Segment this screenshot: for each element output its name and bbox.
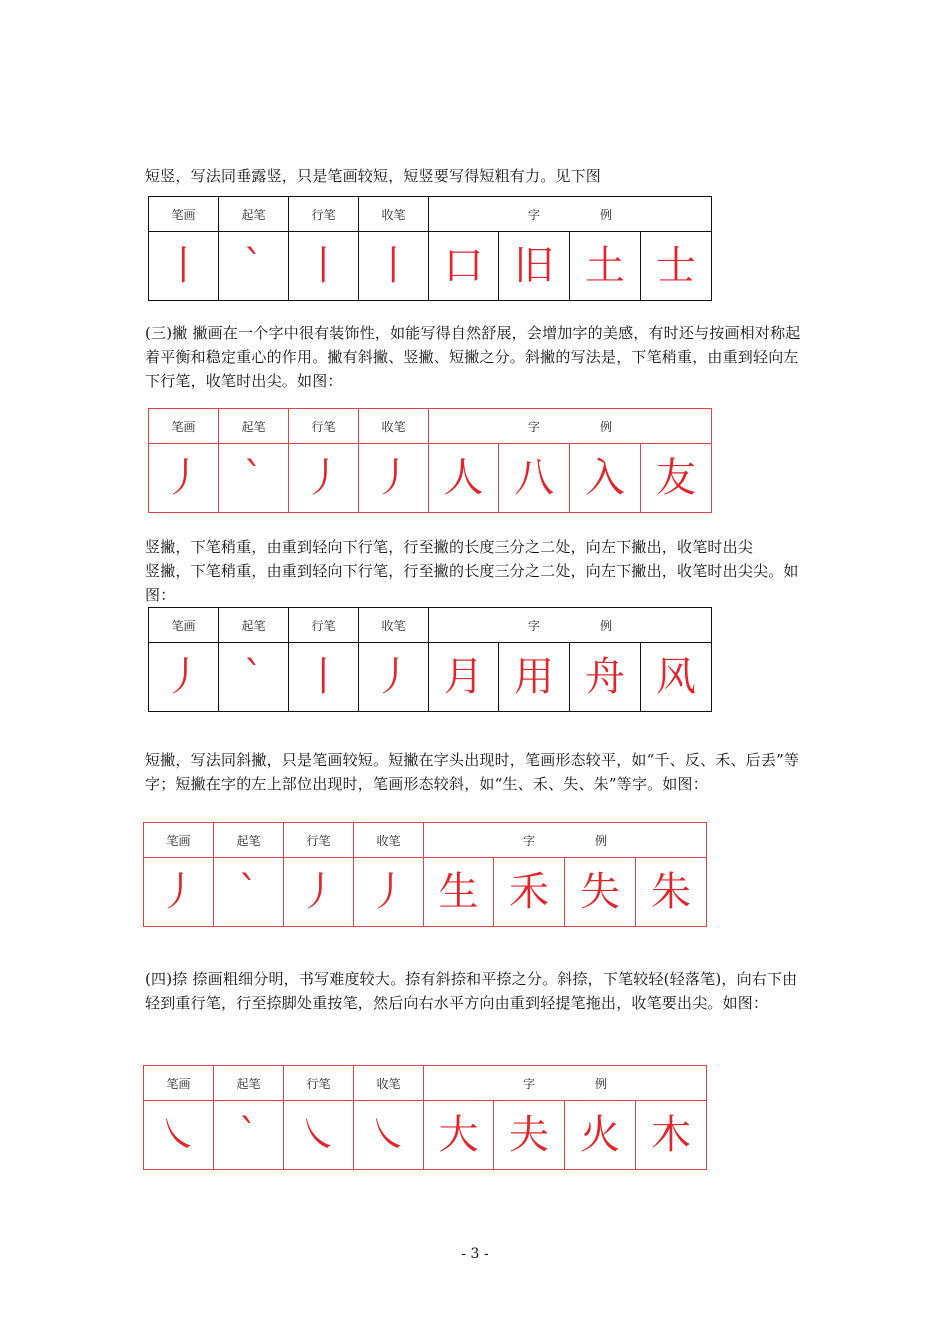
page-number: - 3 -: [461, 1246, 489, 1262]
header-stroke: 笔画: [144, 823, 214, 858]
example-char: 友: [641, 444, 712, 513]
header-end: 收笔: [354, 823, 424, 858]
example-char: 夫: [494, 1101, 565, 1170]
header-end: 收笔: [359, 197, 429, 232]
header-move: 行笔: [289, 608, 359, 643]
cell-start: `: [219, 643, 289, 712]
cell-stroke: 丿: [149, 444, 219, 513]
stroke-table-short-vertical: [148, 196, 712, 301]
header-stroke: 笔画: [149, 197, 219, 232]
header-move: 行笔: [289, 197, 359, 232]
paragraph-vertical-pie-2: 竖撇，下笔稍重，由重到轻向下行笔，行至撇的长度三分之二处，向左下撇出，收笔时出尖尖。如图：: [145, 562, 799, 604]
cell-move: 丿: [284, 858, 354, 927]
cell-stroke: 丨: [149, 232, 219, 301]
stroke-table-vertical-pie: [148, 607, 712, 712]
header-examples: 字 例: [424, 1066, 707, 1101]
example-char: 风: [641, 643, 712, 712]
example-char: 禾: [494, 858, 565, 927]
cell-end: 丨: [359, 232, 429, 301]
header-start: 起笔: [219, 197, 289, 232]
example-char: 士: [641, 232, 712, 301]
paragraph-vertical-pie-1: 竖撇，下笔稍重，由重到轻向下行笔，行至撇的长度三分之二处，向左下撇出，收笔时出尖: [145, 538, 754, 556]
header-start: 起笔: [219, 608, 289, 643]
example-char: 八: [499, 444, 570, 513]
stroke-table-short-pie: [143, 822, 707, 927]
paragraph-short-pie: 短撇，写法同斜撇，只是笔画较短。短撇在字头出现时，笔画形态较平，如“千、反、禾、后丢”等字；短撇在字的左上部位出现时，笔画形态较斜，如“生、禾、失、朱”等字。如图：: [145, 751, 800, 793]
cell-move: 丨: [289, 232, 359, 301]
header-end: 收笔: [359, 608, 429, 643]
header-start: 起笔: [214, 1066, 284, 1101]
header-examples: 字 例: [424, 823, 707, 858]
example-char: 土: [570, 232, 641, 301]
cell-start: `: [214, 858, 284, 927]
example-char: 失: [565, 858, 636, 927]
example-char: 口: [429, 232, 499, 301]
example-char: 入: [570, 444, 641, 513]
header-end: 收笔: [359, 409, 429, 444]
example-char: 用: [499, 643, 570, 712]
paragraph-pie-intro: (三)撇 撇画在一个字中很有装饰性，如能写得自然舒展，会增加字的美感，有时还与按画相对称起着平衡和稳定重心的作用。撇有斜撇、竖撇、短撇之分。斜撇的写法是，下笔稍重，由重到轻向左下行笔，收笔时出尖。如图：: [145, 324, 801, 390]
example-char: 人: [429, 444, 499, 513]
example-char: 生: [424, 858, 494, 927]
cell-move: 丿: [289, 444, 359, 513]
cell-stroke: 丿: [144, 858, 214, 927]
stroke-table-slant-pie: [148, 408, 712, 513]
example-char: 火: [565, 1101, 636, 1170]
cell-move: ㇏: [284, 1101, 354, 1170]
header-stroke: 笔画: [149, 409, 219, 444]
example-char: 朱: [636, 858, 707, 927]
header-start: 起笔: [219, 409, 289, 444]
example-char: 大: [424, 1101, 494, 1170]
cell-stroke: 丿: [149, 643, 219, 712]
cell-start: `: [219, 232, 289, 301]
paragraph-na-intro: (四)捺 捺画粗细分明，书写难度较大。捺有斜捺和平捺之分。斜捺，下笔较轻(轻落笔)，向右下由轻到重行笔，行至捺脚处重按笔，然后向右水平方向由重到轻提笔拖出，收笔要出尖。如图：: [145, 970, 798, 1012]
header-move: 行笔: [289, 409, 359, 444]
example-char: 旧: [499, 232, 570, 301]
header-move: 行笔: [284, 823, 354, 858]
header-stroke: 笔画: [149, 608, 219, 643]
example-char: 木: [636, 1101, 707, 1170]
cell-end: 丿: [359, 643, 429, 712]
header-start: 起笔: [214, 823, 284, 858]
header-end: 收笔: [354, 1066, 424, 1101]
header-examples: 字 例: [429, 409, 712, 444]
example-char: 月: [429, 643, 499, 712]
example-char: 舟: [570, 643, 641, 712]
cell-start: `: [214, 1101, 284, 1170]
cell-start: `: [219, 444, 289, 513]
cell-move: 丨: [289, 643, 359, 712]
header-move: 行笔: [284, 1066, 354, 1101]
header-examples: 字 例: [429, 197, 712, 232]
stroke-table-slant-na: [143, 1065, 707, 1170]
cell-end: 丿: [359, 444, 429, 513]
header-examples: 字 例: [429, 608, 712, 643]
cell-end: 丿: [354, 858, 424, 927]
cell-stroke: ㇏: [144, 1101, 214, 1170]
cell-end: ㇏: [354, 1101, 424, 1170]
header-stroke: 笔画: [144, 1066, 214, 1101]
paragraph-short-vertical: 短竖，写法同垂露竖，只是笔画较短，短竖要写得短粗有力。见下图: [145, 167, 602, 185]
